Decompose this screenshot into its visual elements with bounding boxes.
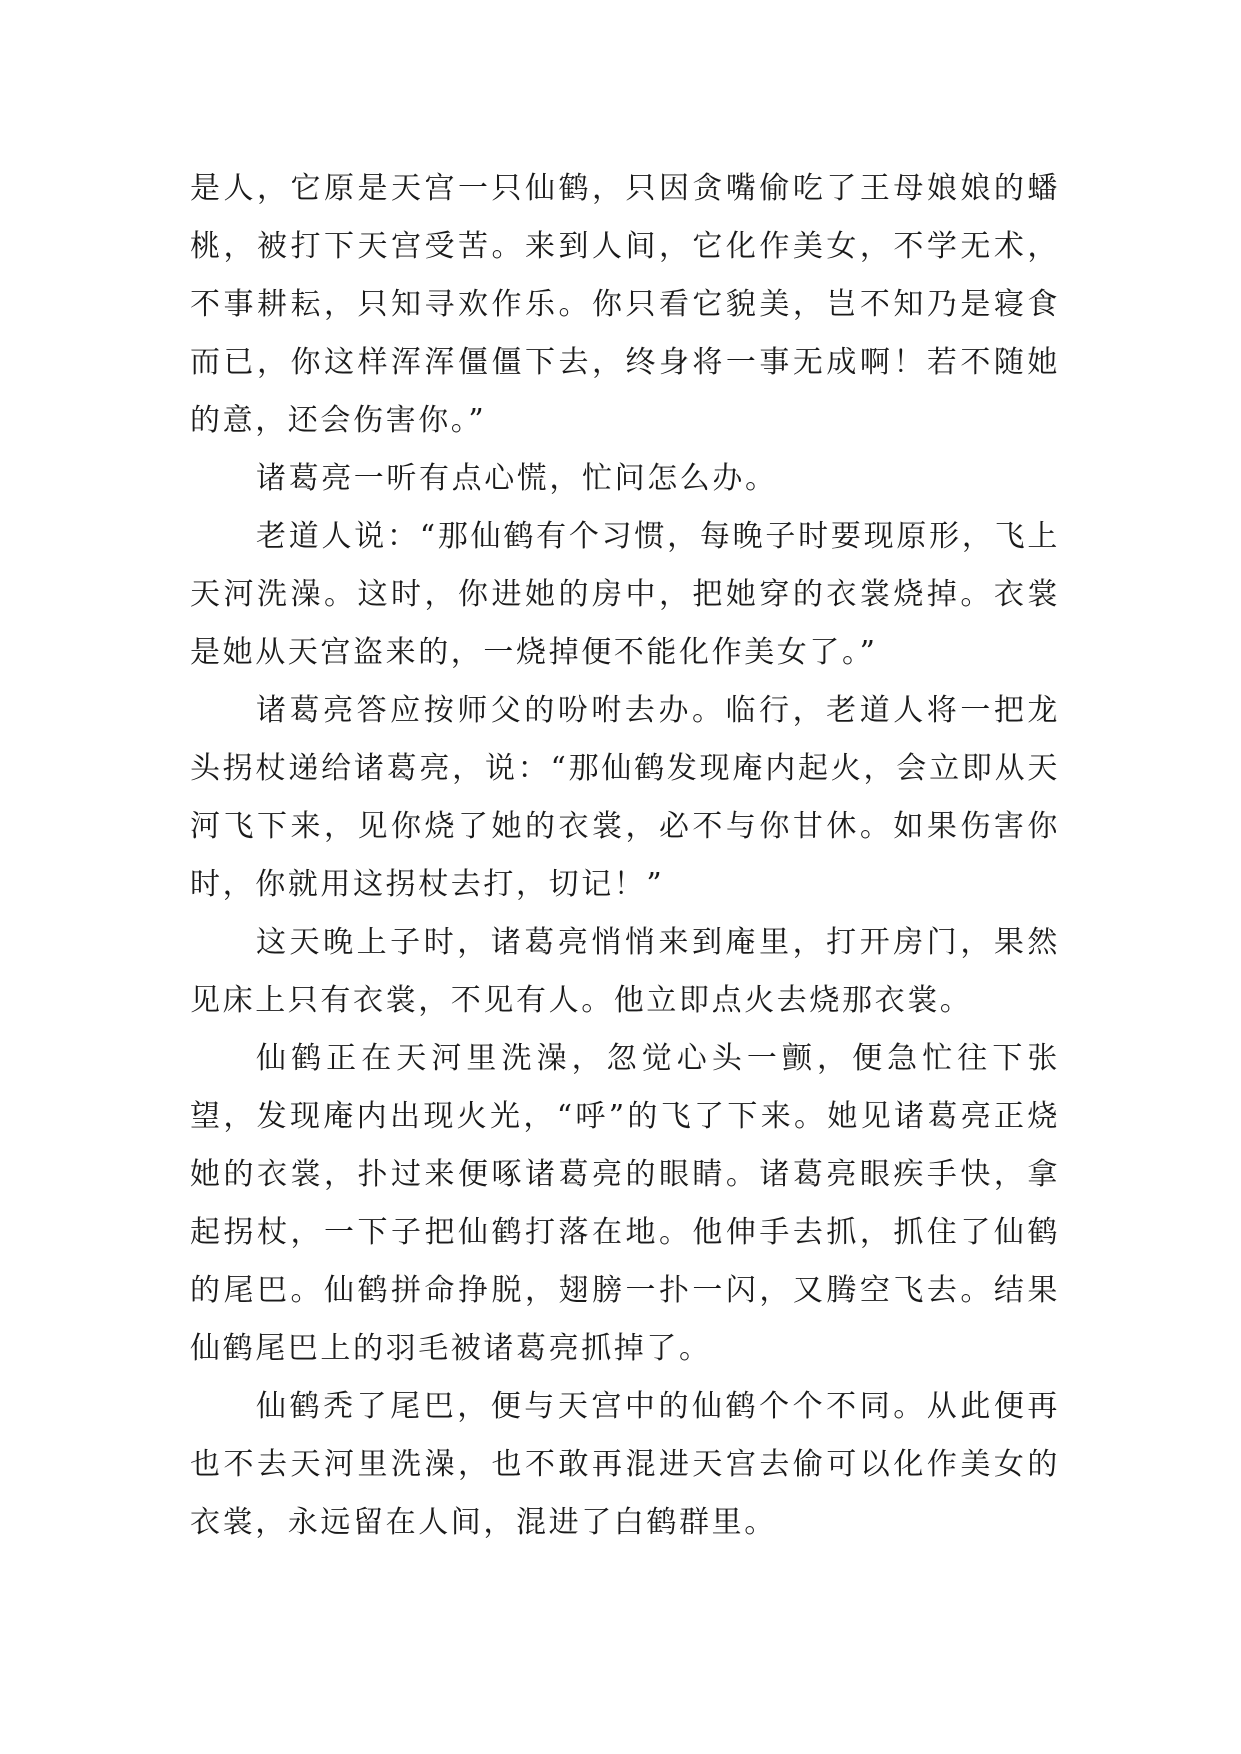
paragraph-2: 诸葛亮一听有点心慌，忙问怎么办。 [256, 461, 778, 496]
paragraph-6: 仙鹤正在天河里洗澡，忽觉心头一颤，便急忙往下张望，发现庵内出现火光，“呼”的飞了下来。她见诸葛亮正烧她的衣裳，扑过来便啄诸葛亮的眼睛。诸葛亮眼疾手快，拿起拐杖，一下子把仙鹤打落在地。他伸手去抓，抓住了仙鹤的尾巴。仙鹤拼命挣脱，翅膀一扑一闪，又腾空飞去。结果仙鹤尾巴上的羽毛被诸葛亮抓掉了。 [190, 1041, 1060, 1366]
paragraph-1: 是人，它原是天宫一只仙鹤，只因贪嘴偷吃了王母娘娘的蟠桃，被打下天宫受苦。来到人间，它化作美女，不学无术，不事耕耘，只知寻欢作乐。你只看它貌美，岂不知乃是寝食而已，你这样浑浑僵僵下去，终身将一事无成啊！若不随她的意，还会伤害你。” [190, 171, 1060, 438]
document-page [190, 160, 1060, 1552]
paragraph-5: 这天晚上子时，诸葛亮悄悄来到庵里，打开房门，果然见床上只有衣裳，不见有人。他立即点火去烧那衣裳。 [190, 925, 1060, 1018]
paragraph-3: 老道人说：“那仙鹤有个习惯，每晚子时要现原形，飞上天河洗澡。这时，你进她的房中，把她穿的衣裳烧掉。衣裳是她从天宫盗来的，一烧掉便不能化作美女了。” [190, 519, 1060, 670]
paragraph-7: 仙鹤秃了尾巴，便与天宫中的仙鹤个个不同。从此便再也不去天河里洗澡，也不敢再混进天宫去偷可以化作美女的衣裳，永远留在人间，混进了白鹤群里。 [190, 1389, 1060, 1540]
paragraph-4: 诸葛亮答应按师父的吩咐去办。临行，老道人将一把龙头拐杖递给诸葛亮，说：“那仙鹤发现庵内起火，会立即从天河飞下来，见你烧了她的衣裳，必不与你甘休。如果伤害你时，你就用这拐杖去打，切记！” [190, 693, 1060, 902]
